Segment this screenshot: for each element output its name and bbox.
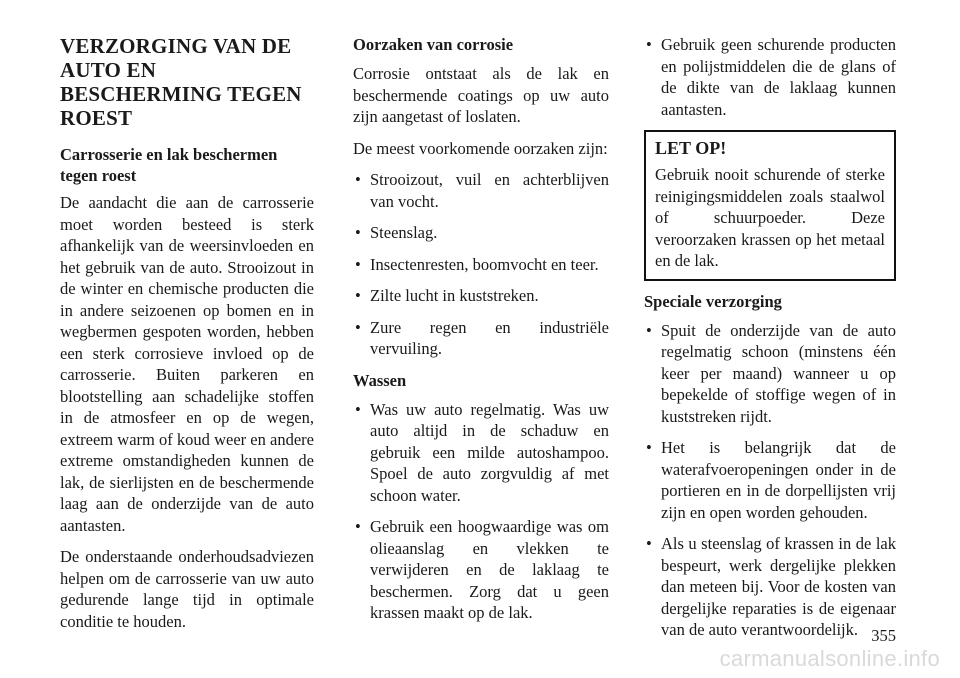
body-paragraph: De meest voorkomende oorzaken zijn: bbox=[353, 138, 608, 158]
list-item: • Zilte lucht in kuststreken. bbox=[353, 285, 609, 307]
list-item: • Was uw auto regelmatig. Was uw auto altijd in de schaduw en gebruik een milde autoshampoo. Spoel de auto zorgvuldig af met schoon water. bbox=[353, 399, 609, 507]
watermark: carmanualsonline.info bbox=[719, 646, 940, 671]
column-left bbox=[60, 34, 314, 642]
column-right bbox=[644, 34, 896, 651]
column-middle bbox=[353, 34, 609, 634]
section-heading-special-care: Speciale verzorging bbox=[644, 291, 782, 311]
list-item: • Spuit de onderzijde van de auto regelmatig schoon (minstens één keer per maand) wanneer u op bepekelde of stoffige wegen of in kuststreken rijdt. bbox=[644, 320, 896, 428]
page-number: 355 bbox=[871, 626, 896, 645]
wash-list-continued bbox=[644, 34, 896, 120]
causes-list bbox=[353, 169, 609, 360]
list-item: • Het is belangrijk dat de waterafvoeropeningen onder in de portieren en in de dorpellijsten vrij zijn en open worden gehouden. bbox=[644, 437, 896, 523]
list-item: • Strooizout, vuil en achterblijven van vocht. bbox=[353, 169, 609, 212]
section-heading-bodywork: Carrosserie en lak beschermen tegen roest bbox=[60, 145, 278, 185]
list-item: • Steenslag. bbox=[353, 222, 609, 244]
wash-list bbox=[353, 399, 609, 624]
caution-box bbox=[644, 130, 896, 281]
caution-title: LET OP! bbox=[655, 138, 727, 158]
section-heading-washing: Wassen bbox=[353, 370, 407, 390]
list-item: • Gebruik geen schurende producten en polijstmiddelen die de glans of de dikte van de laklaag kunnen aantasten. bbox=[644, 34, 896, 120]
body-paragraph: Corrosie ontstaat als de lak en beschermende coatings op uw auto zijn aangetast of loslaten. bbox=[353, 64, 609, 126]
list-item: • Zure regen en industriële vervuiling. bbox=[353, 317, 609, 360]
list-item: • Gebruik een hoogwaardige was om olieaanslag en vlekken te verwijderen en de laklaag te beschermen. Zorg dat u geen krassen maakt op de lak. bbox=[353, 516, 609, 624]
special-care-list bbox=[644, 320, 896, 641]
body-paragraph: De aandacht die aan de carrosserie moet worden besteed is sterk afhankelijk van de weersinvloeden en het gebruik van de auto. Strooizout in de winter en chemische producten die in andere seizoenen op bomen en in wegbermen gespoten worden, hebben een sterk corrosieve invloed op de carrosserie. Buiten parkeren en blootstelling aan schadelijke stoffen in de atmosfeer en op de wegen, extreem warm of koud weer en andere extreme omstandigheden kunnen de lak, de sierlijsten en de beschermende laag aan de onderzijde van de auto aantasten. bbox=[60, 193, 314, 535]
page-title: VERZORGING VAN DE AUTO EN BESCHERMING TEGEN ROEST bbox=[60, 34, 302, 130]
caution-text: Gebruik nooit schurende of sterke reinigingsmiddelen zoals staalwol of schuurpoeder. Deze veroorzaken krassen op het metaal en de lak. bbox=[655, 165, 885, 270]
body-paragraph: De onderstaande onderhoudsadviezen helpen om de carrosserie van uw auto gedurende lange tijd in optimale conditie te houden. bbox=[60, 547, 314, 631]
list-item: • Insectenresten, boomvocht en teer. bbox=[353, 254, 609, 276]
section-heading-corrosion: Oorzaken van corrosie bbox=[353, 35, 514, 54]
list-item: • Als u steenslag of krassen in de lak bespeurt, werk dergelijke plekken dan meteen bij. Voor de kosten van dergelijke reparaties is de eigenaar van de auto verantwoordelijk. bbox=[644, 533, 896, 641]
